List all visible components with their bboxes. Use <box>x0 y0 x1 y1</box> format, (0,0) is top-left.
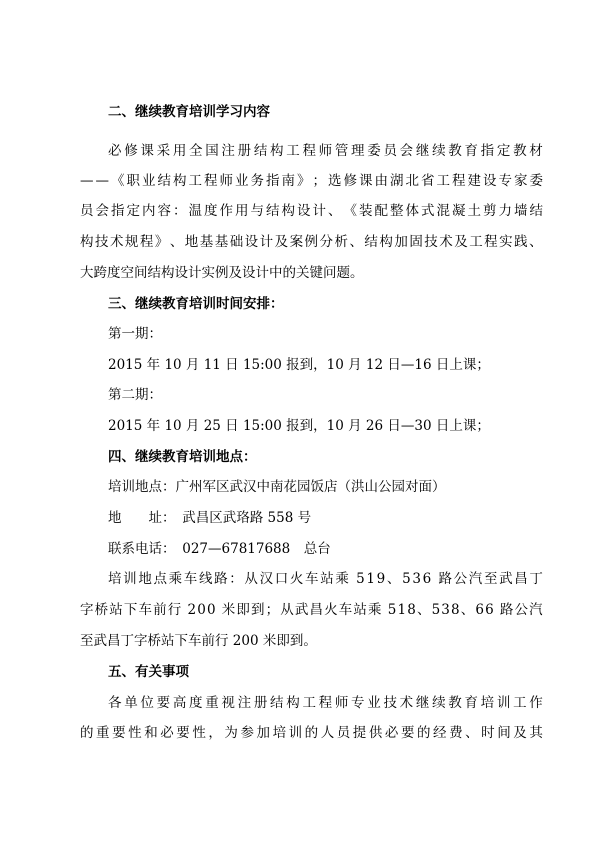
route-line: 至武昌丁字桥站下车前行 200 米即到。 <box>80 633 317 649</box>
route-line: 培 训 地 点 乘 车 线 路 ： 从 汉 口 火 车 站 乘 5 1 9 、 5 3 6 路 公 汽 至 武 昌 丁 <box>108 571 543 587</box>
period-label: 第二期： <box>108 387 162 403</box>
paragraph-line: 大跨度空间结构设计实例及设计中的关键问题。 <box>80 265 364 281</box>
section-heading-schedule: 三、继续教育培训时间安排： <box>108 296 284 312</box>
section-heading-content: 二、继续教育培训学习内容 <box>108 104 270 120</box>
period-detail: 2015 年 10 月 11 日 15:00 报到，10 月 12 日—16 日上课； <box>108 357 490 373</box>
paragraph-line: 员 会 指 定 内 容 ： 温 度 作 用 与 结 构 设 计 、 《 装 配 整 体 式 混 凝 土 剪 力 墙 结 <box>80 203 543 219</box>
paragraph-line: 的 重 要 性 和 必 要 性 ， 为 参 加 培 训 的 人 员 提 供 必 要 的 经 费 、 时 间 及 其 <box>80 725 543 741</box>
period-detail: 2015 年 10 月 25 日 15:00 报到，10 月 26 日—30 日上课； <box>108 418 490 434</box>
paragraph-line: 构 技 术 规 程 》 、 地 基 基 础 设 计 及 案 例 分 析 、 结 构 加 固 技 术 及 工 程 实 践 、 <box>80 234 543 250</box>
venue-line: 培训地点：广州军区武汉中南花园饭店（洪山公园对面） <box>108 479 446 495</box>
phone-line: 联系电话： 027—67817688 总台 <box>108 541 331 557</box>
paragraph-line: 必 修 课 采 用 全 国 注 册 结 构 工 程 师 管 理 委 员 会 继 续 教 育 指 定 教 材 <box>108 143 543 159</box>
period-label: 第一期： <box>108 326 162 342</box>
section-heading-matters: 五、有关事项 <box>108 664 189 680</box>
paragraph-line: — — 《 职 业 结 构 工 程 师 业 务 指 南 》 ； 选 修 课 由 湖 北 省 工 程 建 设 专 家 委 <box>80 173 543 189</box>
address-line: 地 址： 武昌区武珞路 558 号 <box>108 510 312 526</box>
section-heading-location: 四、继续教育培训地点： <box>108 449 257 465</box>
paragraph-line: 各 单 位 要 高 度 重 视 注 册 结 构 工 程 师 专 业 技 术 继 续 教 育 培 训 工 作 <box>108 695 543 711</box>
route-line: 字 桥 站 下 车 前 行 2 0 0 米 即 到 ； 从 武 昌 火 车 站 乘 5 1 8 、 5 3 8 、 6 6 路 公 汽 <box>80 602 543 618</box>
